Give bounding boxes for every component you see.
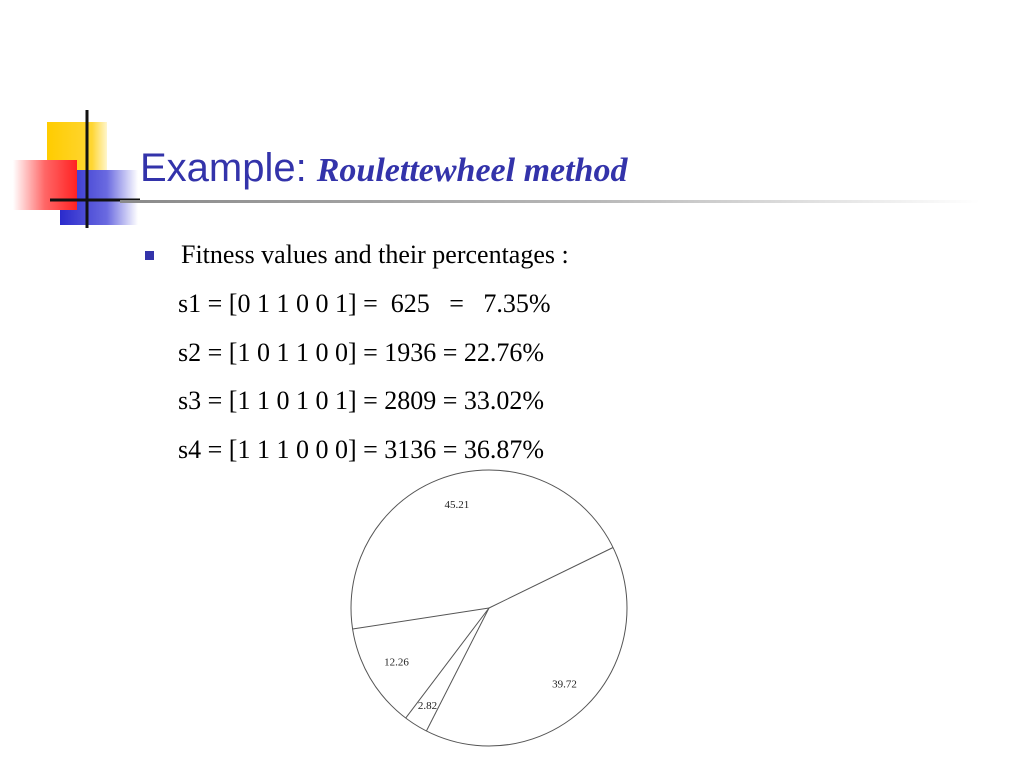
pie-chart [340,465,640,755]
title-divider [120,200,980,203]
bullet-item [145,235,569,275]
fitness-row-s1: s1 = [0 1 1 0 0 1] = 625 = 7.35% [178,289,551,318]
pie-slice-label: 12.26 [384,656,409,669]
corner-decoration [0,0,150,240]
fitness-row-s2: s2 = [1 0 1 1 0 0] = 1936 = 22.76% [178,338,545,367]
pie-chart-svg [340,465,640,755]
title-main: Example: [140,146,307,190]
red-square [13,160,77,210]
slide-title [140,138,627,207]
fitness-row-s3: s3 = [1 1 0 1 0 1] = 2809 = 33.02% [178,386,545,415]
bullet-text: Fitness values and their percentages : [181,240,569,269]
title-subtitle: Roulettewheel method [316,152,628,189]
bullet-marker [145,251,154,260]
fitness-row-s4: s4 = [1 1 1 0 0 0] = 3136 = 36.87% [178,435,545,464]
pie-slice-label: 2.82 [417,699,438,712]
pie-slice-label: 39.72 [552,678,577,691]
pie-slice-label: 45.21 [444,498,470,511]
